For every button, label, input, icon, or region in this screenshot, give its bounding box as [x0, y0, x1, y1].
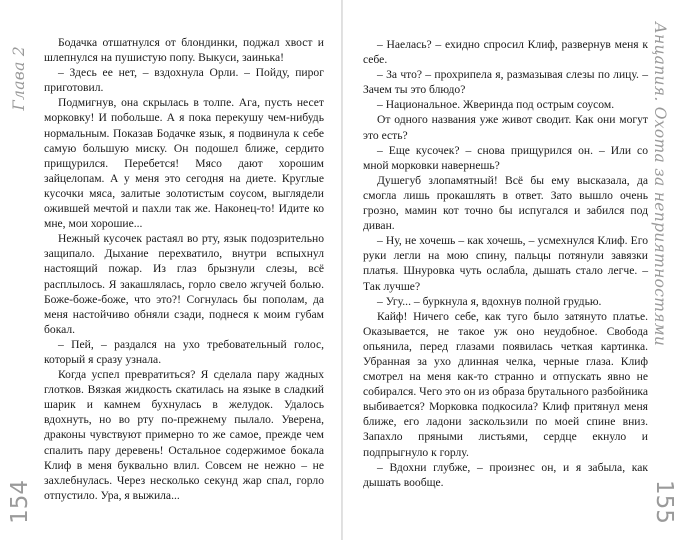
paragraph: – Еще кусочек? – снова прищурился он. – Или со мной морковки навернешь? [363, 143, 648, 172]
right-running-head: Анцапия. Охота за неприятностями [651, 22, 669, 347]
paragraph: От одного названия уже живот сводит. Как они могут это есть? [363, 113, 648, 142]
left-page-text [44, 35, 324, 503]
right-page-number: 155 [651, 480, 677, 524]
paragraph: – Угу... – буркнула я, вдохнув полной грудью. [377, 294, 602, 308]
paragraph: Кайф! Ничего себе, как туго было затянуто платье. Оказывается, не такое уж оно неудобное. Свобода опьянила, перед глазами появилась четкая картинка. Убранная за ухо длинная челка, черные глаза. Клиф смотрел на меня как-то странно и отпускать явно не собирался. Чего это он из образа брутального разбойника выбивается? Морковка подкосила? Клиф притянул меня ближе, его ладони заскользили по моей спине вниз. Запахло пряными листьями, сердце екнуло и подпрыгнуло к горлу. [363, 309, 648, 459]
paragraph: Бодачка отшатнулся от блондинки, поджал хвост и шлепнулся на пушистую попу. Выкуси, заинька! [44, 36, 324, 65]
paragraph: – Национальное. Жверинда под острым соусом. [377, 98, 615, 112]
paragraph: Когда успел превратиться? Я сделала пару жадных глотков. Вязкая жидкость скатилась на языке в сладкий шарик и камнем бухнулась в желудок. Удалось вдохнуть, но во рту по-прежнему пылало. Уверена, драконы чувствуют примерно то же самое, прежде чем спалить пару деревень! Остальное содержимое бокала Клиф в меня буквально влил. Совсем не нежно – не захлебнулась. Через несколько секунд жар спал, горло отпустило. Ура, я выжила... [44, 368, 324, 502]
paragraph: – Вдохни глубже, – произнес он, и я забыла, как дышать вообще. [363, 460, 648, 489]
paragraph: – Пей, – раздался на ухо требовательный голос, который я сразу узнала. [44, 337, 324, 366]
right-page [343, 0, 685, 540]
left-page [0, 0, 342, 540]
paragraph: – Наелась? – ехидно спросил Клиф, развернув меня к себе. [363, 38, 648, 67]
paragraph: – За что? – прохрипела я, размазывая слезы по лицу. – Зачем ты это блюдо? [363, 68, 648, 97]
paragraph: Душегуб злопамятный! Всё бы ему высказала, да смогла лишь прокашлять в ответ. Зато вышло очень грозно, мамин кот точно бы испугался и забился под диван. [363, 173, 648, 233]
paragraph: Подмигнув, она скрылась в толпе. Ага, пусть несет морковку! И побольше. А я пока перекушу чем-нибудь нормальным. Показав Бодачке язык, я подвинула к себе самую большую миску. Он подошел ближе, сердито прищурился. Перебется! Мясо дают хорошим зайцелопам. А у меня это сегодня на диете. Круглые кусочки мяса, залитые золотистым соусом, выглядели ожившей мечтой и пахли так же. Наконец-то! Идите ко мне, мои хорошие... [44, 96, 324, 231]
right-page-text [363, 37, 648, 490]
paragraph: – Ну, не хочешь – как хочешь, – усмехнулся Клиф. Его руки легли на мою спину, пальцы потянули завязки платья. Шнуровка чуть ослабла, дышать стало легче. – Так лучше? [363, 234, 648, 293]
left-page-number: 154 [7, 480, 33, 524]
paragraph: Нежный кусочек растаял во рту, язык подозрительно защипало. Дыхание перехватило, внутри вспыхнул настоящий пожар. Из глаз брызнули слезы, всё расплылось. Я закашлялась, горло свело жгучей болью. Боже-боже-боже, что это?! Согнулась бы пополам, да меня настойчиво обняли сзади, поднеся к моим губам бокал. [44, 232, 324, 336]
left-running-head: Глава 2 [10, 46, 28, 111]
paragraph: – Здесь ее нет, – вздохнула Орли. – Пойду, пирог приготовил. [44, 66, 324, 95]
